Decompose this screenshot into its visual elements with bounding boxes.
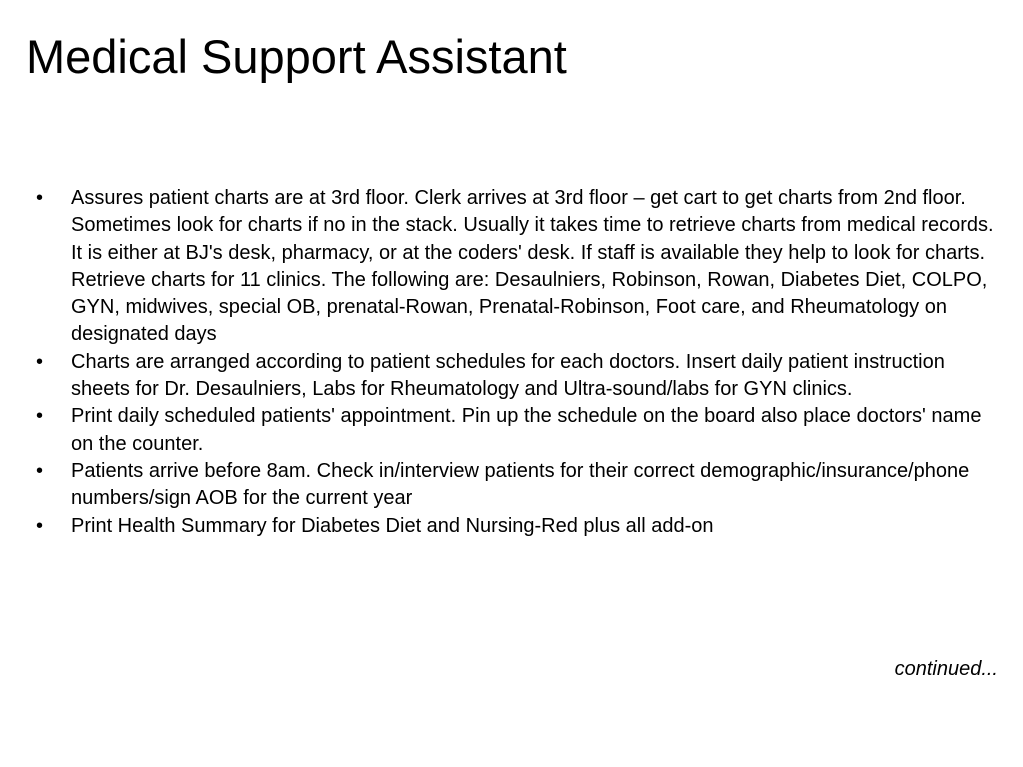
bullet-dot-icon: • xyxy=(36,187,44,209)
bullet-list xyxy=(36,185,996,540)
slide-title: Medical Support Assistant xyxy=(26,30,567,83)
bullet-item-charts-retrieval xyxy=(36,185,996,349)
bullet-item-print-schedule xyxy=(36,403,996,458)
continued-note: continued... xyxy=(894,658,998,680)
bullet-item-patient-checkin xyxy=(36,458,996,513)
bullet-dot-icon: • xyxy=(36,405,44,428)
bullet-item-health-summary xyxy=(36,513,996,540)
bullet-item-charts-arrangement xyxy=(36,349,996,404)
bullet-text: Print daily scheduled patients' appointment. Pin up the schedule on the board also place doctors' name on the counter. xyxy=(71,405,982,455)
bullet-text: Print Health Summary for Diabetes Diet and Nursing-Red plus all add-on xyxy=(71,514,714,537)
bullet-dot-icon: • xyxy=(36,350,44,373)
bullet-text: Assures patient charts are at 3rd floor. Clerk arrives at 3rd floor – get cart to get charts from 2nd floor. Sometimes look for charts if no in the stack. Usually it takes time to retrieve charts from medical records. It is either at BJ's desk, pharmacy, or at the coders' desk. If staff is available they help to look for charts. Retrieve charts for 11 clinics. The following are: Desaulniers, Robinson, Rowan, Diabetes Diet, COLPO, GYN, midwives, special OB, prenatal-Rowan, Prenatal-Robinson, Foot care, and Rheumatology on designated days xyxy=(71,187,994,346)
bullet-dot-icon: • xyxy=(36,514,44,537)
bullet-text: Patients arrive before 8am. Check in/interview patients for their correct demographic/insurance/phone numbers/sign AOB for the current year xyxy=(71,459,970,510)
bullet-dot-icon: • xyxy=(36,459,44,482)
bullet-text: Charts are arranged according to patient schedules for each doctors. Insert daily patient instruction sheets for Dr. Desaulniers, Labs for Rheumatology and Ultra-sound/labs for GYN clinics. xyxy=(71,350,945,401)
